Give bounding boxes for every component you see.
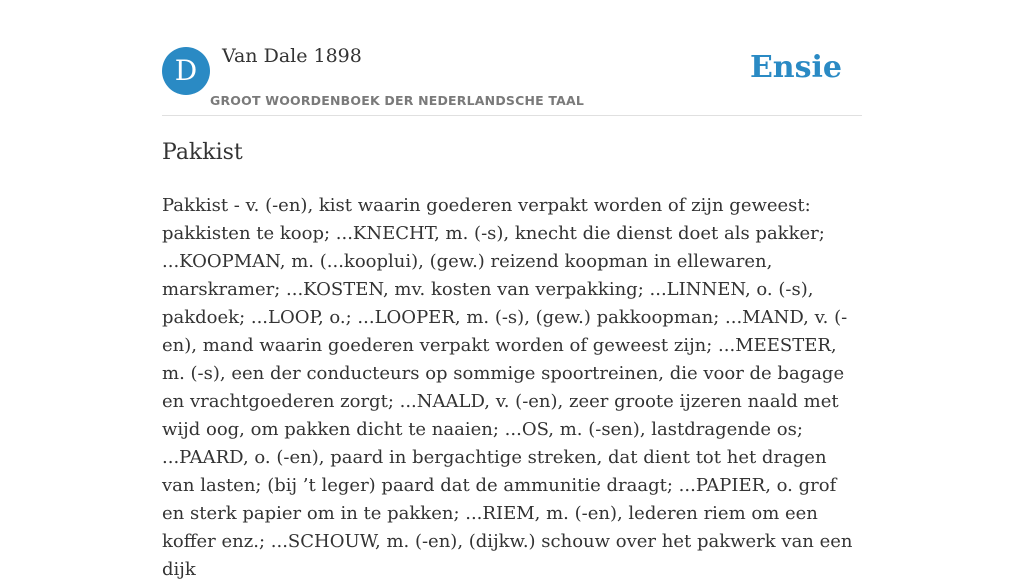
entry-headword: Pakkist (162, 140, 243, 165)
brand-logo[interactable]: Ensie (749, 50, 842, 85)
source-logo-icon[interactable]: D (162, 47, 210, 95)
source-subtitle: GROOT WOORDENBOEK DER NEDERLANDSCHE TAAL (210, 93, 585, 108)
entry-definition: Pakkist - v. (-en), kist waarin goederen verpakt worden of zijn geweest: pakkisten te koop; ...KNECHT, m. (-s), knecht die dienst doet als pakker; ...KOOPMAN, m. (...kooplui), (gew.) reizend koopman in ellewaren, marskramer; ...KOSTEN, mv. kosten van verpakking; ...LINNEN, o. (-s), pakdoek; ...LOOP, o.; ...LOOPER, m. (-s), (gew.) pakkoopman; ...MAND, v. (-en), mand waarin goederen verpakt worden of geweest zijn; ...MEESTER, m. (-s), een der conducteurs op sommige spoortreinen, die voor de bagage en vrachtgoederen zorgt; ...NAALD, v. (-en), zeer groote ijzeren naald met wijd oog, om pakken dicht te naaien; ...OS, m. (-sen), lastdragende os; ...PAARD, o. (-en), paard in bergachtige streken, dat dient tot het dragen van lasten; (bij ’t leger) paard dat de ammunitie draagt; ...PAPIER, o. grof en sterk papier om in te pakken; ...RIEM, m. (-en), lederen riem om een koffer enz.; ...SCHOUW, m. (-en), (dijkw.) schouw over het pakwerk van een dijk (162, 195, 853, 580)
header-divider (162, 115, 862, 116)
source-title[interactable]: Van Dale 1898 (222, 45, 362, 67)
